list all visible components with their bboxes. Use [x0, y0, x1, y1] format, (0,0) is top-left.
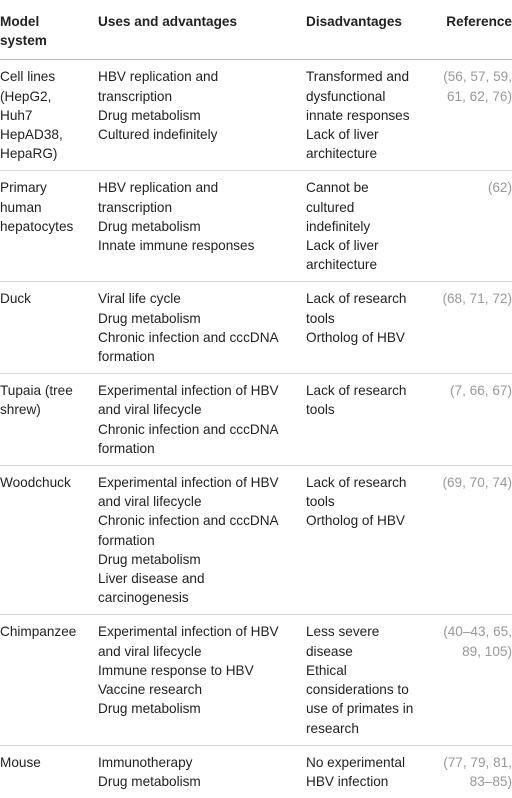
disadvantages-cell-line: innate responses: [306, 107, 410, 123]
reference-cell-line: (40–43, 65,: [443, 624, 512, 640]
disadvantages-cell: [306, 282, 432, 374]
uses-cell-line: and viral lifecycle: [98, 494, 202, 510]
model-system-cell-line: Tupaia (tree: [0, 383, 73, 399]
disadvantages-cell-line: Cannot be: [306, 180, 369, 196]
table-row: [0, 466, 512, 615]
model-system-cell-line: HepAD38,: [0, 127, 63, 143]
table-row: [0, 374, 512, 466]
uses-cell: [98, 282, 306, 374]
disadvantages-cell-line: Ethical: [306, 662, 347, 678]
disadvantages-cell-line: Lack of research: [306, 475, 407, 491]
uses-cell-line: Drug metabolism: [98, 773, 201, 789]
uses-cell-line: HBV replication and: [98, 180, 219, 196]
disadvantages-cell: [306, 615, 432, 745]
uses-cell-line: Chronic infection and cccDNA: [98, 513, 279, 529]
model-system-cell: [0, 60, 98, 171]
uses-cell-line: carcinogenesis: [98, 590, 189, 606]
model-system-cell-line: Mouse: [0, 754, 41, 770]
uses-cell-line: Immune response to HBV: [98, 662, 254, 678]
disadvantages-cell-line: research: [306, 720, 359, 736]
model-system-cell: [0, 466, 98, 615]
uses-cell-line: Drug metabolism: [98, 551, 201, 567]
header-disadvantages: Disadvantages: [306, 14, 402, 29]
table-row: [0, 615, 512, 745]
uses-cell-line: transcription: [98, 88, 173, 104]
disadvantages-cell-line: Ortholog of HBV: [306, 329, 405, 345]
uses-cell-line: Cultured indefinitely: [98, 127, 218, 143]
reference-cell-line: 61, 62, 76): [447, 88, 512, 104]
header-model-system: [0, 0, 98, 60]
uses-cell: [98, 615, 306, 745]
uses-cell-line: Innate immune responses: [98, 238, 255, 254]
disadvantages-cell-line: tools: [306, 310, 335, 326]
uses-cell: [98, 745, 306, 798]
disadvantages-cell-line: considerations to: [306, 682, 409, 698]
disadvantages-cell-line: dysfunctional: [306, 88, 386, 104]
model-system-cell-line: Duck: [0, 291, 31, 307]
model-system-cell-line: human: [0, 199, 42, 215]
uses-cell-line: Drug metabolism: [98, 218, 201, 234]
disadvantages-cell-line: Transformed and: [306, 69, 410, 85]
reference-cell: [432, 282, 512, 374]
table-row: [0, 745, 512, 798]
table-row: [0, 171, 512, 282]
disadvantages-cell-line: Less severe: [306, 624, 380, 640]
uses-cell-line: transcription: [98, 199, 173, 215]
model-system-cell-line: shrew): [0, 402, 41, 418]
reference-cell-line: (69, 70, 74): [442, 475, 512, 491]
model-system-cell: [0, 171, 98, 282]
uses-cell-line: Viral life cycle: [98, 291, 181, 307]
reference-cell: [432, 615, 512, 745]
uses-cell: [98, 374, 306, 466]
disadvantages-cell-line: Lack of liver: [306, 238, 379, 254]
reference-cell-line: 83–85): [469, 773, 512, 789]
uses-cell-line: formation: [98, 532, 155, 548]
uses-cell-line: Experimental infection of HBV: [98, 475, 279, 491]
header-model-line: system: [0, 33, 47, 49]
model-system-cell-line: Huh7: [0, 107, 33, 123]
uses-cell-line: HBV replication and: [98, 69, 219, 85]
reference-cell: [432, 171, 512, 282]
disadvantages-cell-line: Lack of liver: [306, 127, 379, 143]
uses-cell-line: Chronic infection and cccDNA: [98, 329, 279, 345]
uses-cell-line: formation: [98, 349, 155, 365]
model-system-cell-line: Woodchuck: [0, 475, 71, 491]
disadvantages-cell-line: Lack of research: [306, 383, 407, 399]
model-system-cell: [0, 374, 98, 466]
reference-cell-line: (68, 71, 72): [442, 291, 512, 307]
model-system-cell: [0, 282, 98, 374]
disadvantages-cell: [306, 374, 432, 466]
disadvantages-cell-line: HBV infection: [306, 773, 389, 789]
header-uses: Uses and advantages: [98, 14, 238, 29]
reference-cell: [432, 60, 512, 171]
disadvantages-cell-line: tools: [306, 494, 335, 510]
disadvantages-cell-line: tools: [306, 402, 335, 418]
reference-cell-line: 89, 105): [462, 643, 512, 659]
disadvantages-cell-line: cultured: [306, 199, 355, 215]
reference-cell: [432, 466, 512, 615]
reference-cell-line: (7, 66, 67): [450, 383, 512, 399]
model-system-cell-line: Cell lines: [0, 69, 56, 85]
model-system-cell-line: HepaRG): [0, 146, 58, 162]
disadvantages-cell: [306, 745, 432, 798]
model-system-cell: [0, 615, 98, 745]
disadvantages-cell-line: No experimental: [306, 754, 405, 770]
model-system-cell-line: Primary: [0, 180, 47, 196]
uses-cell-line: Drug metabolism: [98, 107, 201, 123]
header-row: [0, 0, 512, 60]
uses-cell-line: Chronic infection and cccDNA: [98, 421, 279, 437]
table-body: [0, 60, 512, 798]
uses-cell: [98, 60, 306, 171]
model-system-cell-line: hepatocytes: [0, 218, 74, 234]
disadvantages-cell: [306, 466, 432, 615]
uses-cell-line: Experimental infection of HBV: [98, 624, 279, 640]
table-row: [0, 282, 512, 374]
uses-cell-line: Experimental infection of HBV: [98, 383, 279, 399]
uses-cell-line: Drug metabolism: [98, 310, 201, 326]
disadvantages-cell-line: disease: [306, 643, 353, 659]
disadvantages-cell-line: Lack of research: [306, 291, 407, 307]
uses-cell-line: and viral lifecycle: [98, 402, 202, 418]
model-system-cell-line: Chimpanzee: [0, 624, 77, 640]
uses-cell: [98, 466, 306, 615]
uses-cell-line: formation: [98, 440, 155, 456]
disadvantages-cell-line: use of primates in: [306, 701, 414, 717]
table-row: [0, 60, 512, 171]
header-reference: Reference: [446, 14, 512, 29]
uses-cell-line: Drug metabolism: [98, 701, 201, 717]
reference-cell-line: (77, 79, 81,: [443, 754, 512, 770]
disadvantages-cell: [306, 60, 432, 171]
uses-cell-line: and viral lifecycle: [98, 643, 202, 659]
reference-cell: [432, 745, 512, 798]
disadvantages-cell-line: Ortholog of HBV: [306, 513, 405, 529]
header-model-line: Model: [0, 14, 40, 29]
disadvantages-cell-line: architecture: [306, 146, 378, 162]
uses-cell-line: Vaccine research: [98, 682, 203, 698]
model-system-cell: [0, 745, 98, 798]
reference-cell: [432, 374, 512, 466]
disadvantages-cell-line: indefinitely: [306, 218, 371, 234]
uses-cell: [98, 171, 306, 282]
reference-cell-line: (56, 57, 59,: [443, 69, 512, 85]
model-system-cell-line: (HepG2,: [0, 88, 52, 104]
reference-cell-line: (62): [487, 180, 512, 196]
disadvantages-cell: [306, 171, 432, 282]
uses-cell-line: Liver disease and: [98, 571, 205, 587]
uses-cell-line: Immunotherapy: [98, 754, 193, 770]
disadvantages-cell-line: architecture: [306, 257, 378, 273]
